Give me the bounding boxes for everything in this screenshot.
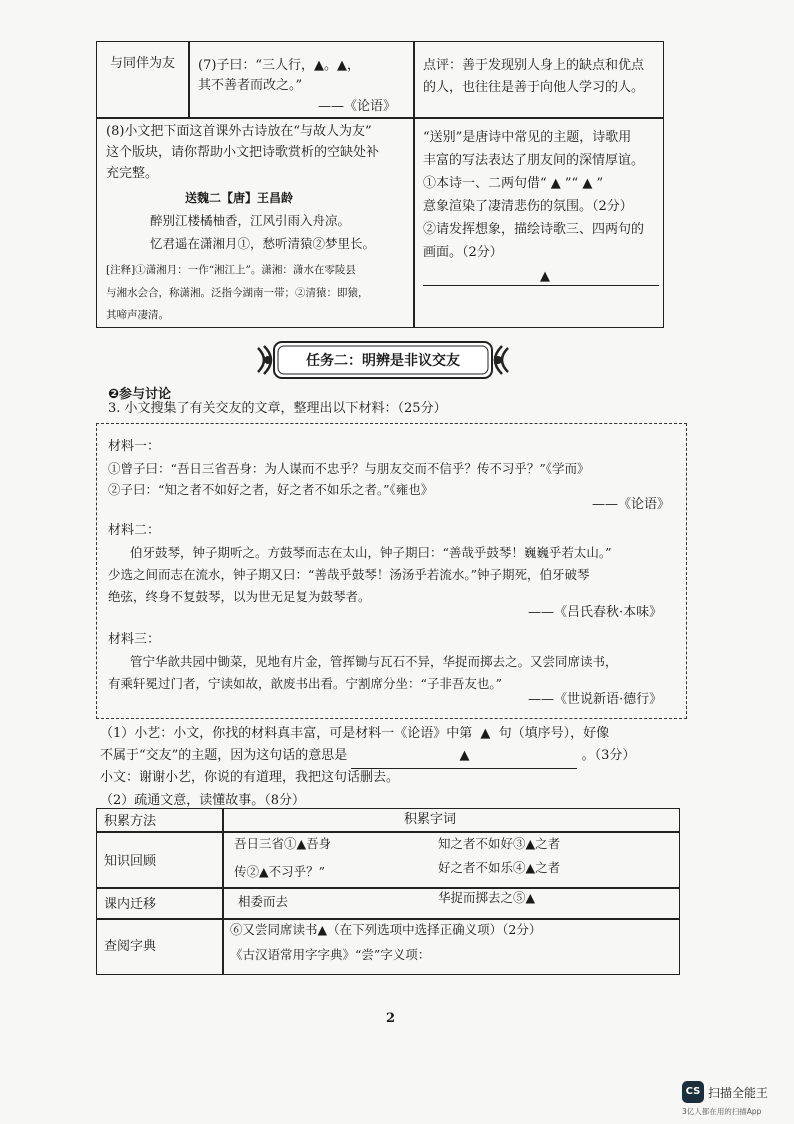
q2-title: （2）疏通文意，读懂故事。（8分）: [100, 793, 306, 808]
farewell-line5: ②请发挥想象，描绘诗歌三、四两句的: [423, 222, 645, 237]
vocab-transfer-b1-text: 华捉而掷去之⑤: [438, 890, 526, 905]
vocab-review-a2-triangle: ▲: [259, 864, 269, 879]
vocab-review-b2-triangle: ▲: [525, 860, 536, 875]
vocab-review-a2-text-b: 不习乎？”: [268, 864, 326, 879]
material-1-title: 材料一：: [108, 439, 161, 454]
material-1-line2: ②子曰：“知之者不如好之者，好之者不如乐之者。”《雍也》: [108, 482, 434, 497]
scanner-watermark: [682, 1081, 790, 1121]
material-1-source: ——《论语》: [592, 497, 671, 512]
poem-note-line1: [注释]①潇湘月：一作“湘江上”。潇湘：潇水在零陵县: [106, 264, 356, 276]
q1-answer-triangle-2: ▲: [459, 748, 470, 763]
vocab-review-a1: [234, 832, 331, 856]
vocab-review-a1-text-b: 吾身: [306, 836, 332, 851]
scanner-logo-icon: CS: [682, 1081, 704, 1103]
comment-line1: 点评：善于发现别人身上的缺点和优点: [423, 58, 645, 73]
poem-note-line3: 其啼声凄清。: [106, 309, 169, 321]
task-banner: [256, 338, 510, 382]
vocab-table-header-divider: [96, 831, 680, 833]
vocab-row-label-transfer: 课内迁移: [104, 897, 157, 912]
task-banner-title: 任务二：明辨是非议交友: [306, 353, 460, 369]
vocab-review-b1-triangle: ▲: [525, 836, 536, 851]
q7-line2: 其不善者而改之。”: [198, 78, 303, 93]
poem-title: 送魏二【唐】王昌龄: [185, 191, 294, 205]
vocab-header-method: 积累方法: [104, 814, 157, 829]
farewell-line2: 丰富的写法表达了朋友间的深情厚谊。: [423, 153, 645, 168]
material-2-title: 材料二：: [108, 523, 161, 538]
vocab-table-col-divider: [222, 808, 224, 975]
material-1-line1: ①曾子曰：“吾日三省吾身：为人谋而不忠乎？与朋友交而不信乎？传不习乎？”《学而》: [108, 461, 590, 476]
q1-line1-text-a: （1）小艺：小文，你找的材料真丰富，可是材料一《论语》中第: [100, 726, 473, 741]
vocab-transfer-a1: 相委而去: [238, 894, 289, 909]
poem-note-line2: 与湘水会合，称潇湘。泛指今湖南一带；②清猿：即猿，: [106, 287, 369, 299]
material-3-title: 材料三：: [108, 632, 161, 647]
material-3-line2: 有乘轩冕过门者，宁读如故，歆废书出看。宁割席分坐：“子非吾友也。”: [108, 676, 503, 691]
top-table-col1-divider: [188, 41, 190, 118]
top-table-col2-divider: [413, 41, 415, 328]
vocab-row-label-review: 知识回顾: [104, 854, 157, 869]
q8-intro-line3: 充完整。: [106, 166, 159, 181]
q1-line2-text-a: 不属于“交友”的主题，因为这句话的意思是: [100, 748, 348, 763]
farewell-line1: “送别”是唐诗中常见的主题，诗歌用: [423, 130, 632, 145]
material-3-source: ——《世说新语·德行》: [528, 692, 663, 707]
answer-blank-triangle: ▲: [540, 269, 550, 284]
q1-answer-triangle-1: ▲: [480, 726, 491, 741]
poem-line1: 醉别江楼橘柚香，江风引雨入舟凉。: [150, 213, 351, 228]
vocab-dictionary-line2: 《古汉语常用字字典》“尝”字义项：: [230, 947, 431, 962]
comment-line2: 的人，也往往是善于向他人学习的人。: [423, 80, 645, 95]
farewell-line6: 画面。（2分）: [423, 245, 503, 260]
vocab-row-label-dictionary: 查阅字典: [104, 939, 157, 954]
material-3-line1: 管宁华歆共园中锄菜，见地有片金，管挥锄与瓦石不异，华捉而掷去之。又尝同席读书，: [130, 654, 618, 669]
section-label: ❷参与讨论: [108, 387, 172, 402]
q7-source: ——《论语》: [318, 99, 397, 114]
q8-intro-line1: (8)小文把下面这首课外古诗放在“与故人为友”: [106, 124, 372, 139]
vocab-review-a1-triangle: ▲: [296, 836, 307, 851]
vocab-review-b1-text-b: 之者: [535, 836, 561, 851]
page-number: 2: [386, 1011, 396, 1026]
poem-line2: 忆君遥在潇湘月①，愁听清猿②梦里长。: [150, 236, 376, 251]
scanner-app-name: 扫描全能王: [708, 1086, 769, 1100]
vocab-review-b2-text-b: 之者: [535, 860, 561, 875]
vocab-transfer-b1: [438, 886, 535, 910]
farewell-line4: 意象渲染了凄清悲伤的氛围。（2分）: [423, 199, 633, 214]
question-3: 3. 小文搜集了有关交友的文章，整理出以下材料：（25分）: [108, 401, 447, 416]
q1-line1: [100, 722, 609, 746]
q7-line1: (7)子曰：“三人行，▲。▲，: [198, 58, 361, 73]
friend-category-label: 与同伴为友: [110, 56, 176, 71]
vocab-header-words: 积累字词: [404, 812, 457, 827]
vocab-review-a2: [234, 860, 325, 884]
farewell-line3: ①本诗一、二两句借“ ▲ ”“ ▲ ”: [423, 176, 604, 191]
vocab-review-b2: [438, 856, 560, 880]
q1-line1-text-b: 句（填序号），好像: [498, 726, 610, 741]
vocab-table-row1-divider: [96, 887, 680, 889]
answer-blank-line: [423, 285, 659, 286]
vocab-review-a1-text: 吾日三省①: [234, 836, 297, 851]
q8-intro-line2: 这个版块，请你帮助小文把诗歌赏析的空缺处补: [106, 145, 380, 160]
vocab-review-b1-text: 知之者不如好③: [438, 836, 526, 851]
q1-line3: 小文：谢谢小艺，你说的有道理，我把这句话删去。: [100, 770, 400, 785]
material-2-line2: 少选之间而志在流水，钟子期又曰：“善哉乎鼓琴！汤汤乎若流水。”钟子期死，伯牙破琴: [108, 567, 590, 582]
vocab-review-b2-text: 好之者不如乐④: [438, 860, 526, 875]
q1-line2-text-b: 。（3分）: [581, 748, 636, 763]
vocab-transfer-b1-triangle: ▲: [525, 890, 536, 905]
scanner-app-slogan: 3亿人都在用的扫描App: [682, 1107, 762, 1116]
vocab-review-b1: [438, 832, 560, 856]
vocab-review-a2-text: 传②: [234, 864, 260, 879]
material-2-line3: 绝弦，终身不复鼓琴，以为世无足复为鼓琴者。: [108, 589, 371, 604]
material-2-line1: 伯牙鼓琴，钟子期听之。方鼓琴而志在太山，钟子期曰：“善哉乎鼓琴！巍巍乎若太山。”: [130, 545, 612, 560]
vocab-dictionary-line1: ⑥又尝同席读书▲（在下列选项中选择正确义项）（2分）: [230, 922, 542, 937]
material-2-source: ——《吕氏春秋·本味》: [528, 605, 663, 620]
